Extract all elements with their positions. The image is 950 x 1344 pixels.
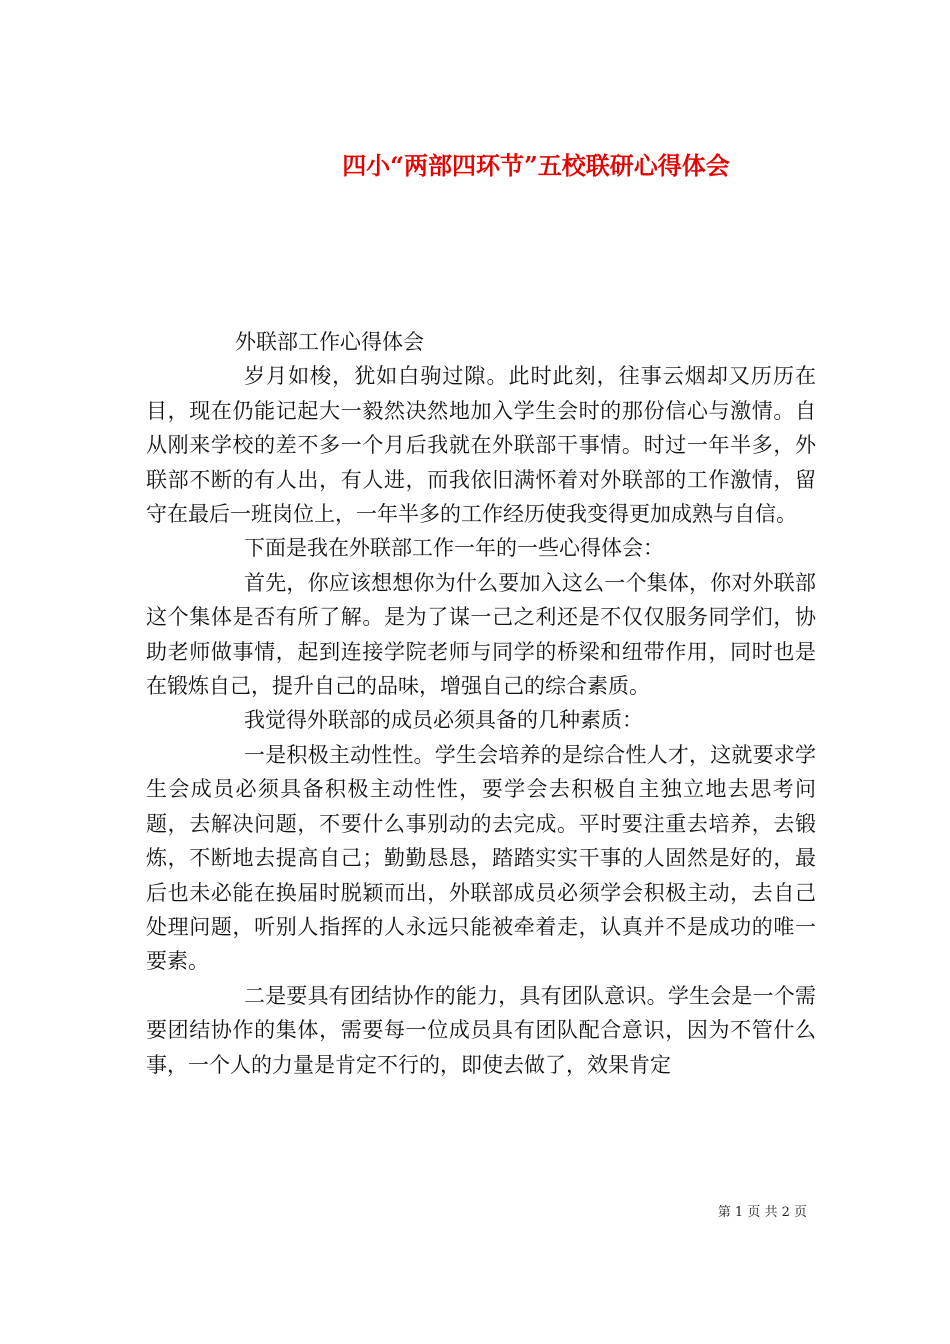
section-subtitle: 外联部工作心得体会 (235, 330, 424, 354)
paragraph-5: 一是积极主动性性。学生会培养的是综合性人才，这就要求学生会成员必须具备积极主动性性，要学会去积极自主独立地去思考问题，去解决问题，不要什么事别动的去完成。平时要注重去培养，去锻炼，不断地去提高自己；勤勤恳恳，踏踏实实干事的人固然是好的，最后也未必能在换届时脱颖而出，外联部成员必须学会积极主动，去自己处理问题，听别人指挥的人永远只能被牵着走，认真并不是成功的唯一要素。 (146, 742, 816, 974)
paragraph-6: 二是要具有团结协作的能力，具有团队意识。学生会是一个需要团结协作的集体，需要每一位成员具有团队配合意识，因为不管什么事，一个人的力量是肯定不行的，即使去做了，效果肯定 (146, 983, 816, 1077)
document-body (146, 325, 816, 1082)
paragraph-3: 首先，你应该想想你为什么要加入这么一个集体，你对外联部这个集体是否有所了解。是为了谋一己之利还是不仅仅服务同学们，协助老师做事情，起到连接学院老师与同学的桥梁和纽带作用，同时也是在锻炼自己，提升自己的品味，增强自己的综合素质。 (146, 570, 816, 699)
paragraph-1: 岁月如梭，犹如白驹过隙。此时此刻，往事云烟却又历历在目，现在仍能记起大一毅然决然地加入学生会时的那份信心与激情。自从刚来学校的差不多一个月后我就在外联部干事情。时过一年半多，外联部不断的有人出，有人进，而我依旧满怀着对外联部的工作激情，留守在最后一班岗位上，一年半多的工作经历使我变得更加成熟与自信。 (146, 364, 816, 527)
page-number: 第 1 页 共 2 页 (717, 1205, 807, 1220)
paragraph-2: 下面是我在外联部工作一年的一些心得体会： (244, 536, 664, 561)
document-title: 四小“两部四环节”五校联研心得体会 (342, 151, 730, 181)
paragraph-4: 我觉得外联部的成员必须具备的几种素质： (244, 708, 643, 733)
